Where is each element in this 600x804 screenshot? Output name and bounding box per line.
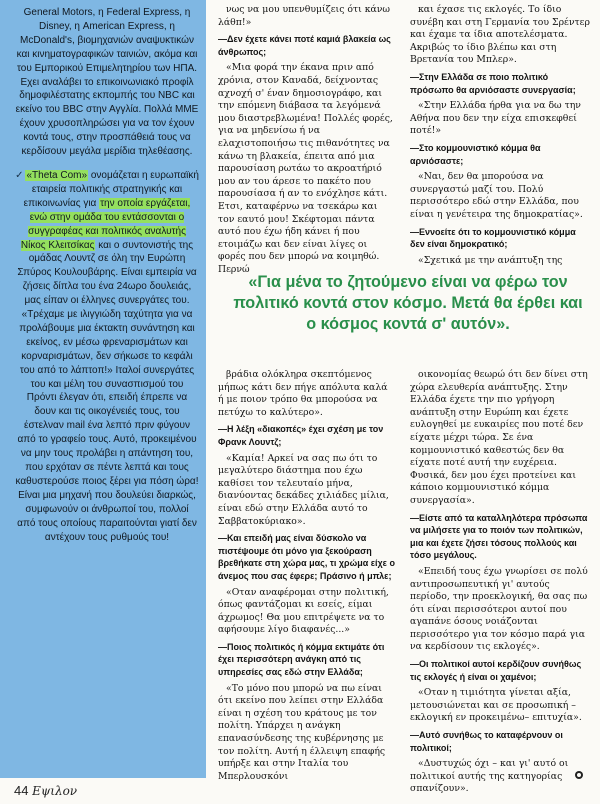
sidebar-text-run: και ο συντονιστής της ομάδας Λουντζ σε όλη την Ευρώπη Σπύρος Κουλουβάρης. Είναι εμπειρία να ζήσεις δίπλα του ένα 24ωρο δουλειάς, μας είπαν οι έλληνες συνεργάτες του. «Τρέχαμε με ιλιγγιώδη ταχύτητα για να προλάβουμε μια έκτακτη συνάντηση και εκείνος, εν μέσω φρεναρισμάτων και κορναρισμάτων, δεν σήκωσε το κεφάλι του από το λάπτοπ!» Ιταλοί συνεργάτες του και μέλη του συνασπισμού του Πρόντι έλεγαν ότι, επειδή έπρεπε να δουν και τις οικογένειές τους, του έστελναν mail ένα λεπτό πριν φύγουν από το γραφείο τους. Αυτό, προκειμένου να μην τους προλάβει η απάντηση του, που ερχόταν σε πέντε λεπτά και τους καθυστερούσε ποιος ξέρει για πόση ώρα! Είναι μια μηχανή που δουλεύει διαρκώς, συμφωνούν οι άνθρωποί του, πολλοί από τους οποίους παραιτούνται γιατί δεν αντέχουν τους ρυθμούς του! xyxy=(15,239,199,543)
sidebar-box xyxy=(0,0,206,778)
interview-question: —Και επειδή μας είναι δύσκολο να πιστέψουμε ότι μόνο για ξεκούραση βρεθήκατε στη χώρα μας, τι χρώμα είχε ο άνεμος που σας έφερε; Πράσινο ή μπλε; xyxy=(218,533,395,581)
text-column-4 xyxy=(410,369,590,800)
text-column-2 xyxy=(410,4,590,271)
checkmark-icon: ✓ xyxy=(15,169,24,181)
page-footer xyxy=(14,783,77,798)
highlighted-text: «Theta Com» xyxy=(26,169,88,181)
pull-quote: «Για μένα το ζητούμενο είναι να φέρω τον πολιτικό κοντά στον κόσμο. Μετά θα έρθει και ο κόσμος κοντά σ' αυτόν». xyxy=(233,273,583,333)
body-paragraph: και έχασε τις εκλογές. Το ίδιο συνέβη και στη Γερμανία του Σρέντερ και έχαμε τα ίδια αποτελέσματα. Ακριβώς το ίδιο βλέπω και στη Βρετανία του Μπλερ». xyxy=(410,4,590,66)
sidebar-text xyxy=(15,6,199,554)
page-number: 44 xyxy=(14,783,29,798)
body-paragraph: νως να μου υπενθυμίζεις ότι κάνω λάθπ!» xyxy=(218,4,391,28)
text-column-1 xyxy=(218,4,396,280)
body-paragraph: «Επειδή τους έχω γνωρίσει σε πολύ αντιπροσωπευτική γι' αυτούς περίοδο, την προεκλογική, θα σας πω ότι είναι περισσότεροι αυτοί που αγαπάνε όσους νοιάζονται περισσότερο για τον κόσμο παρά για να κερδίσουν τις εκλογές». xyxy=(410,565,588,653)
body-paragraph: «Το μόνο που μπορώ να πω είναι ότι εκείνο που λείπει στην Ελλάδα είναι η σχέση του κράτους με τον πολίτη. Υπάρχει η ανάγκη επανασύνδεσης της κυβέρνησης με τον πολίτη. Αυτή η έλλειψη επαφής υπήρξε και στην Ιταλία του Μπερλουσκόνι xyxy=(218,682,386,782)
body-paragraph: οικονομίας θεωρώ ότι δεν δίνει στη χώρα ελευθερία ανάπτυξης. Στην Ελλάδα έχετε την πιο γρήγορη ανάπτυξη στην Ευρώπη και έχετε ευλογηθεί με ευκαιρίες που ποτέ δεν είχατε μέχρι τώρα. Σε ένα κομμουνιστικό καθεστώς δεν θα είχατε ποτέ αυτή την ευχέρεια. Φυσικά, δεν μου έχει προτείνει και κάποιο κομμουνιστικό κόμμα συνεργασία». xyxy=(410,369,588,506)
body-paragraph: «Οταν αναφέρομαι στην πολιτική, όπως φαντάζομαι κι εσείς, είμαι άχρωμος! Θα μου επιτρέψετε να το αφήσουμε λίγο διαφανές...» xyxy=(218,586,389,636)
body-paragraph: «Σχετικά με την ανάπτυξη της xyxy=(418,254,563,266)
sidebar-paragraph: General Motors, η Federal Express, η Disney, η American Express, η McDonald's, βιομηχανιών αναψυκτικών και κινηματογραφικών ταινιών, ακόμα και του Εμπορικού Επιμελητηρίου των ΗΠΑ. Εχει αναλάβει το επικοινωνιακό προφίλ δημοφιλέστατης εκπομπής του NBC και εκείνο του BBC στην Αγγλία. Πολλά ΜΜΕ έχουν χρυσοπληρώσει για να τον έχουν κοντά τους, στην προσπάθειά τους να κερδίσουν μεγάλα μερίδια τηλεθέασης. xyxy=(15,7,199,158)
interview-question: —Αυτό συνήθως το καταφέρνουν οι πολιτικοί; xyxy=(410,730,563,753)
body-paragraph: «Ναι, δεν θα μπορούσα να συνεργαστώ μαζί του. Πολύ περισσότερο εδώ στην Ελλάδα, που είναι η γενέτειρα της δημοκρατίας». xyxy=(410,171,583,220)
text-column-3 xyxy=(218,369,396,787)
body-paragraph: «Δυστυχώς όχι – και γι' αυτό οι πολιτικοί αυτής της κατηγορίας σπανίζουν». xyxy=(410,758,569,795)
body-paragraph: «Οταν η τιμιότητα γίνεται αξία, μετουσιώνεται και σε προσωπική –εκλογική εν προκειμένω– επιτυχία». xyxy=(410,687,582,724)
interview-question: —Δεν έχετε κάνει ποτέ καμιά βλακεία ως άνθρωπος; xyxy=(218,34,391,57)
interview-question: —Στην Ελλάδα σε ποιο πολιτικό πρόσωπο θα αρνιόσαστε συνεργασία; xyxy=(410,71,576,95)
interview-question: —Στο κομμουνιστικό κόμμα θα αρνιόσαστε; xyxy=(410,142,541,166)
body-paragraph: «Στην Ελλάδα ήρθα για να δω την Αθήνα που δεν την είχα επισκεφθεί ποτέ!» xyxy=(410,100,581,137)
body-paragraph: «Μια φορά την έκανα πριν από χρόνια, στον Καναδά, δείχνοντας αχνοχή σ' έναν δημοσιογράφο, και την επόμενη διάβασα τα λεγόμενά μου διαστρεβλωμένα! Πολλές φορές, για να μηδενίσω ή να ελαχιστοποιήσω τις πιθανότητες να κάνω τη βλακεία, έπειτα από μια παρουσίαση ρωτάω το ακροατήριό μου αν του άρεσε το πακέτο που παρουσίασα ή αν το ενόχλησε κάτι. Ετσι, καταφέρνω να τσεκάρω και τον εαυτό μου! Σκέφτομαι πάντα αυτό που έχω ήδη κάνει ή που ετοιμάζω και δεν είναι λίγες οι φορές που δεν μπορώ να κοιμηθώ. Περνώ xyxy=(218,62,393,275)
interview-question: —Οι πολιτικοί αυτοί κερδίζουν συνήθως τις εκλογές ή είναι οι χαμένοι; xyxy=(410,659,582,682)
body-paragraph: «Καμία! Αρκεί να σας πω ότι το μεγαλύτερο διάστημα που έχω καθίσει τον τελευταίο μήνα, διανύοντας δεκάδες χιλιάδες μίλια, είναι εδώ στην Ελλάδα αυτό το Σαββατοκύριακο». xyxy=(218,452,389,527)
interview-question: —Εννοείτε ότι το κομμουνιστικό κόμμα δεν είναι δημοκρατικό; xyxy=(410,226,576,250)
end-mark-icon xyxy=(575,771,583,779)
interview-question: —Είστε από τα καταλληλότερα πρόσωπα να μιλήσετε για το ποιόν των πολιτικών, μια και έχετε ζήσει τόσους πολλούς και τόσο μεγάλους. xyxy=(410,512,588,561)
highlighted-text: την οποία εργάζεται, ενώ στην ομάδα του εντάσσονται ο συγγραφέας και πολιτικός αναλυτής Νίκος Κλειτσίκας xyxy=(20,197,191,251)
sidebar-paragraph xyxy=(15,169,199,544)
sidebar-text-run: ονομάζεται η ευρωπαϊκή εταιρεία πολιτικής στρατηγικής και επικοινωνίας για xyxy=(23,169,199,209)
body-paragraph: βράδια ολόκληρα σκεπτόμενος μήπως κάτι δεν πήγε απόλυτα καλά ή με ποιον τρόπο θα μπορούσα να πετύχω το καλύτερο». xyxy=(218,369,388,418)
interview-question: —Η λέξη «διακοπές» έχει σχέση με τον Φρανκ Λουντζ; xyxy=(218,424,384,447)
magazine-name: Εψιλον xyxy=(32,784,78,798)
interview-question: —Ποιος πολιτικός ή κόμμα εκτιμάτε ότι έχει περισσότερη ανάγκη από τις υπηρεσίες σας εδώ στην Ελλάδα; xyxy=(218,641,385,678)
